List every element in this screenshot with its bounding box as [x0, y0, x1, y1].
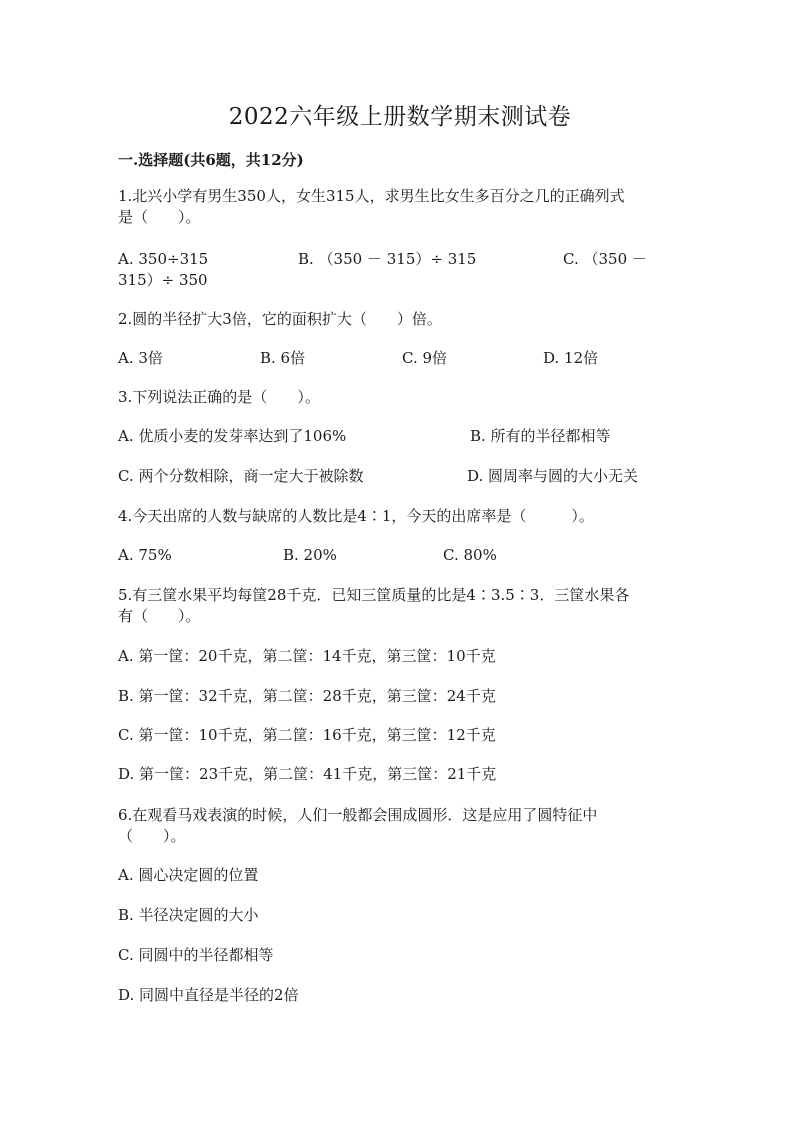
question-2-option-b: B. 6倍 [260, 349, 306, 367]
question-6-option-c: C. 同圆中的半径都相等 [118, 946, 274, 964]
question-6-stem-line-2: （ ）。 [118, 827, 186, 845]
question-6-option-b: B. 半径决定圆的大小 [118, 906, 259, 924]
question-4-option-a: A. 75% [118, 546, 172, 564]
question-1-option-c-line-2: 315）÷ 350 [118, 271, 208, 289]
question-2-stem: 2.圆的半径扩大3倍，它的面积扩大（ ）倍。 [118, 310, 442, 328]
question-3-stem: 3.下列说法正确的是（ ）。 [118, 388, 320, 406]
question-1-option-b: B. （350 － 315）÷ 315 [298, 250, 477, 268]
question-1-stem-line-2: 是（ ）。 [118, 208, 201, 226]
question-3-option-a: A. 优质小麦的发芽率达到了106% [118, 427, 347, 445]
question-1-option-a: A. 350÷315 [118, 250, 209, 268]
question-4-option-c: C. 80% [443, 546, 497, 564]
question-5-stem-line-2: 有（ ）。 [118, 607, 201, 625]
question-2-option-a: A. 3倍 [118, 349, 163, 367]
question-5-option-b: B. 第一筐：32千克，第二筐：28千克，第三筐：24千克 [118, 687, 496, 705]
question-5-option-d: D. 第一筐：23千克，第二筐：41千克，第三筐：21千克 [118, 765, 497, 783]
question-3-option-d: D. 圆周率与圆的大小无关 [467, 467, 639, 485]
question-6-option-d: D. 同圆中直径是半径的2倍 [118, 986, 299, 1004]
question-5-option-c: C. 第一筐：10千克，第二筐：16千克，第三筐：12千克 [118, 726, 496, 744]
question-3-option-b: B. 所有的半径都相等 [470, 427, 611, 445]
question-2-option-d: D. 12倍 [543, 349, 599, 367]
question-5-option-a: A. 第一筐：20千克，第二筐：14千克，第三筐：10千克 [118, 647, 496, 665]
question-6-stem-line-1: 6.在观看马戏表演的时候，人们一般都会围成圆形．这是应用了圆特征中 [118, 806, 598, 824]
question-6-option-a: A. 圆心决定圆的位置 [118, 866, 259, 884]
question-5-stem-line-1: 5.有三筐水果平均每筐28千克．已知三筐质量的比是4∶3.5∶3．三筐水果各 [118, 586, 630, 604]
question-2-option-c: C. 9倍 [402, 349, 448, 367]
section-heading: 一.选择题(共6题，共12分) [118, 151, 304, 169]
question-3-option-c: C. 两个分数相除，商一定大于被除数 [118, 467, 364, 485]
question-1-stem-line-1: 1.北兴小学有男生350人，女生315人，求男生比女生多百分之几的正确列式 [118, 187, 625, 205]
question-4-stem: 4.今天出席的人数与缺席的人数比是4∶1，今天的出席率是（ ）。 [118, 507, 594, 525]
question-4-option-b: B. 20% [283, 546, 337, 564]
question-1-option-c-line-1: C. （350 － [563, 250, 647, 268]
page-title: 2022六年级上册数学期末测试卷 [228, 104, 572, 130]
